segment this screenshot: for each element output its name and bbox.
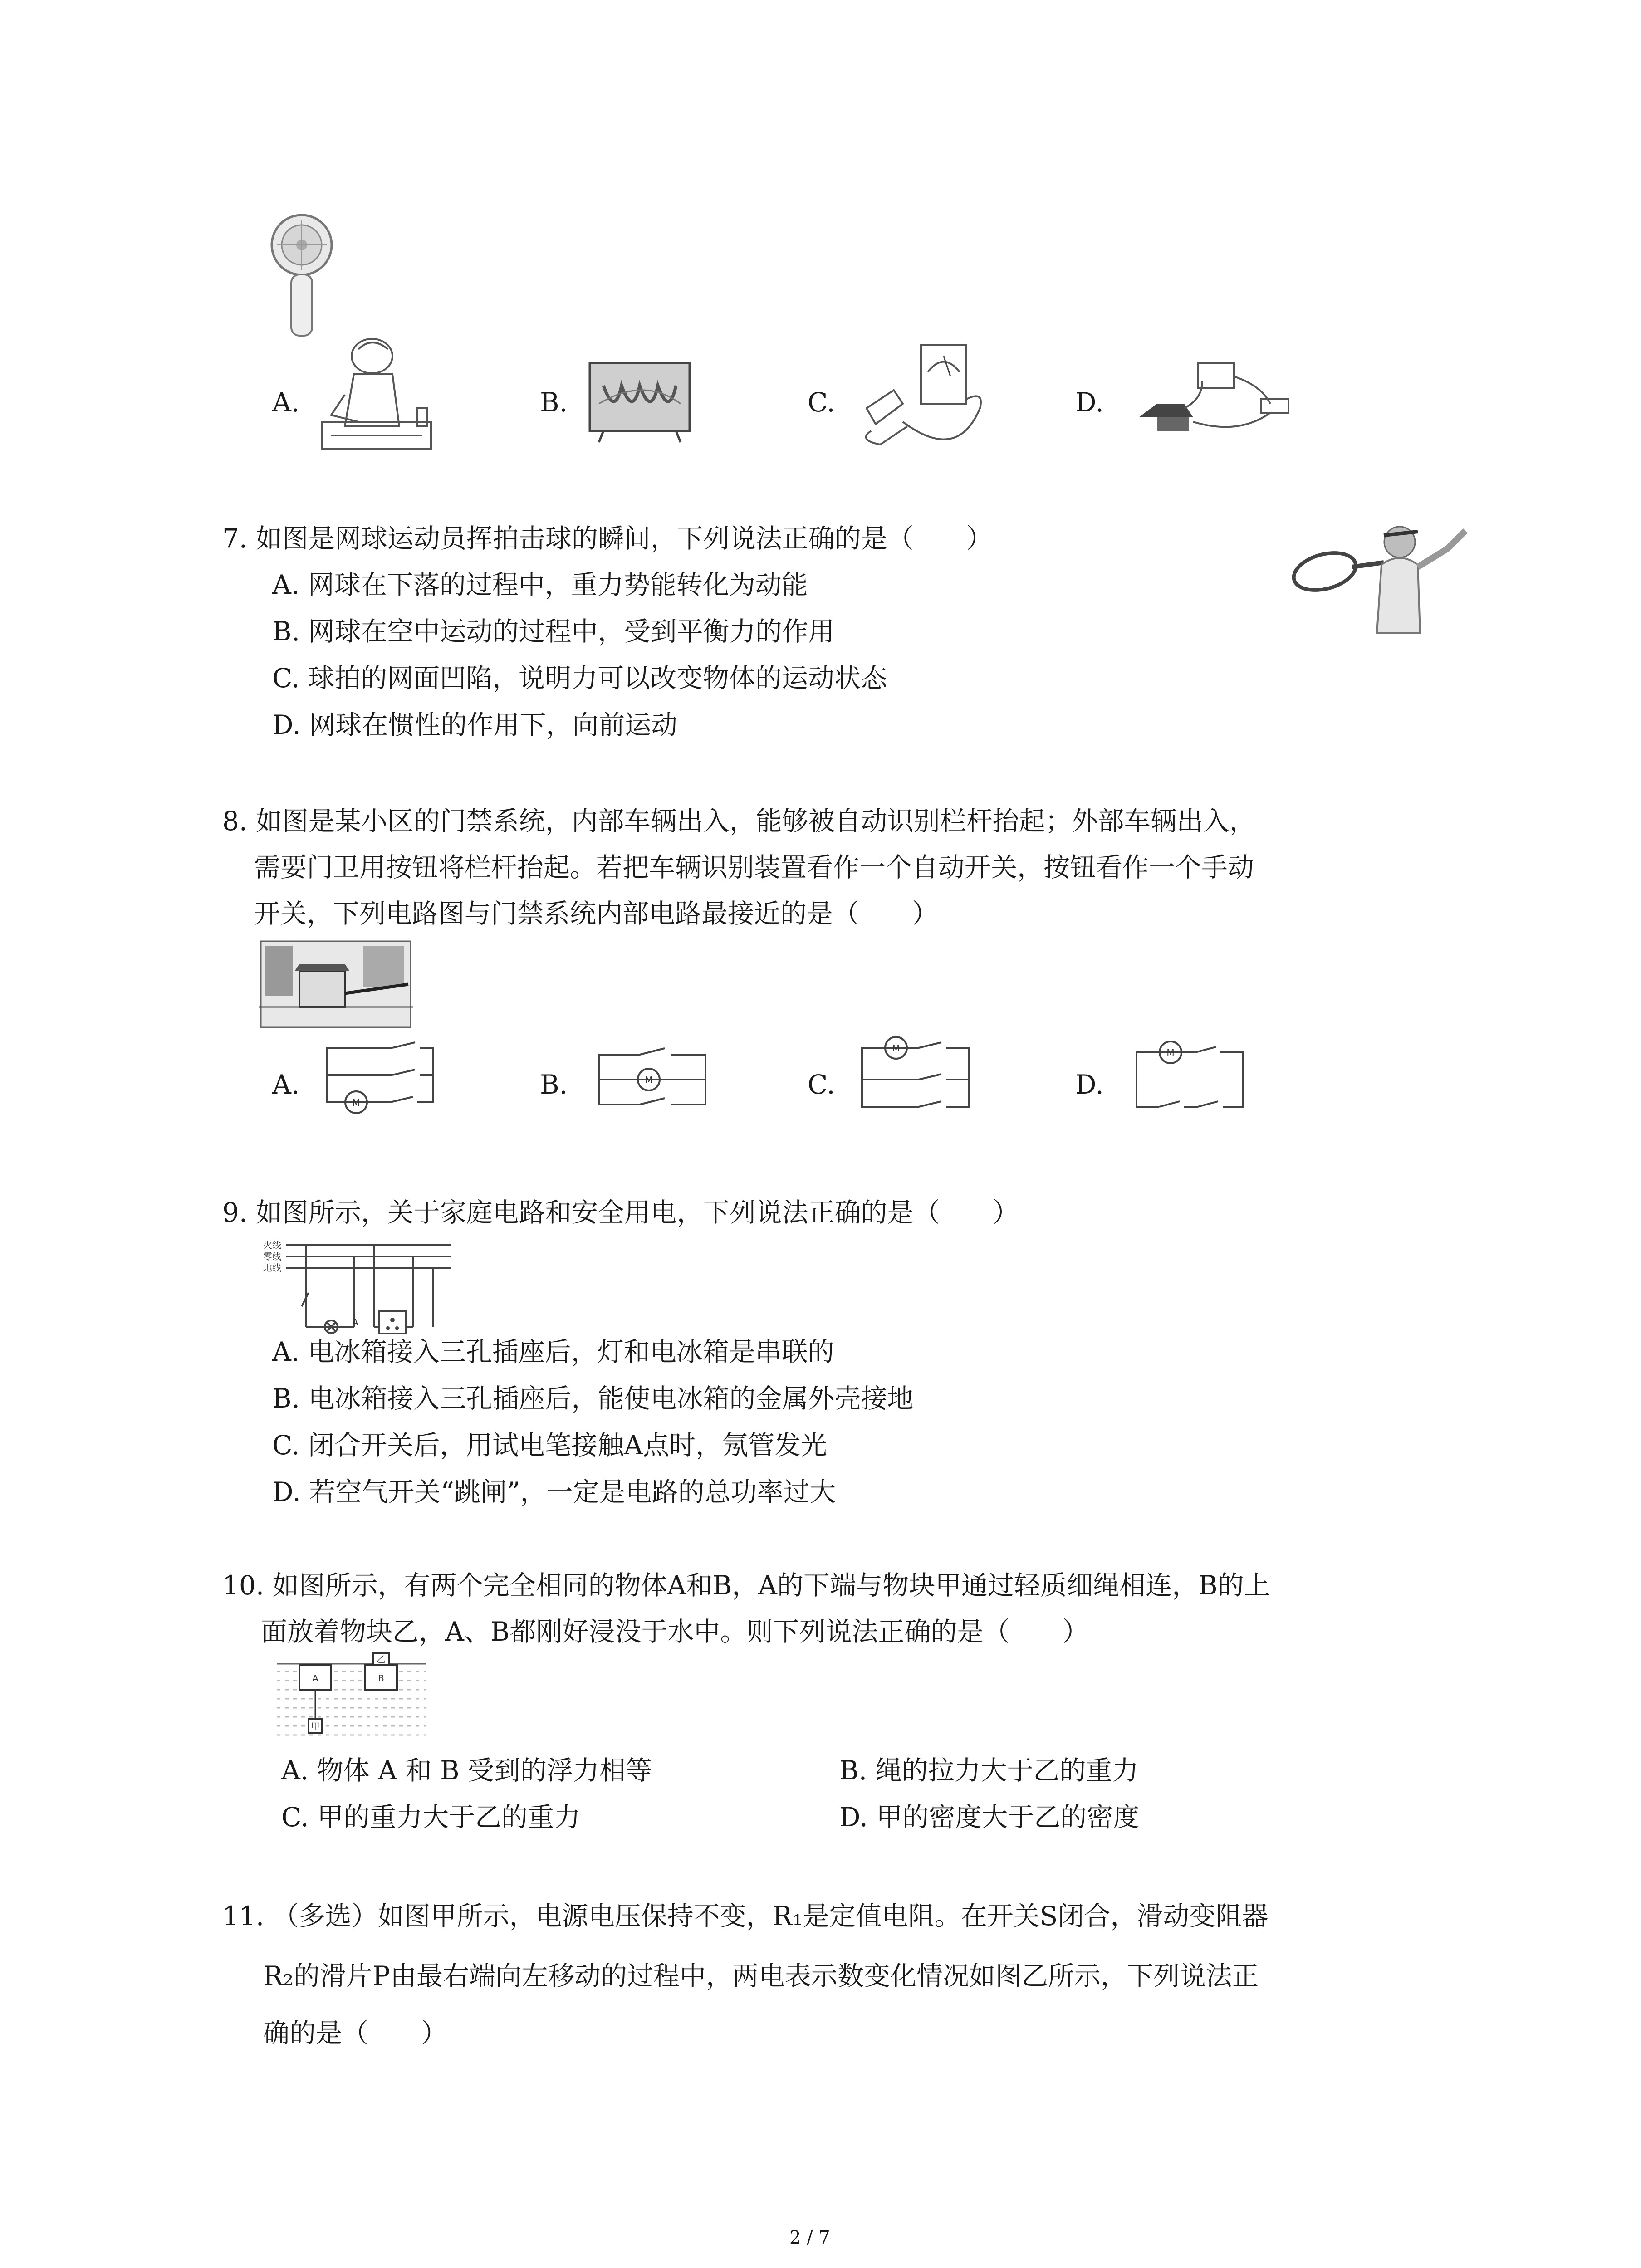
tennis-player-image: [1284, 522, 1474, 635]
point-a-label: A: [352, 1317, 358, 1328]
q11-stem-line-2: R₂的滑片P由最右端向左移动的过程中，两电表示数变化情况如图乙所示，下列说法正: [263, 1960, 1259, 1991]
q10-option-d: D. 甲的密度大于乙的密度: [839, 1802, 1140, 1833]
q9-option-a: A. 电冰箱接入三孔插座后，灯和电冰箱是串联的: [272, 1336, 834, 1367]
handheld-fan-image: [263, 213, 340, 340]
block-yi-label: 乙: [377, 1654, 386, 1665]
neutral-wire-label: 零线: [263, 1251, 281, 1262]
q10-stem-line-1: 10. 如图所示，有两个完全相同的物体A和B，A的下端与物块甲通过轻质细绳相连，B的上: [222, 1570, 1270, 1601]
page-number: 2 / 7: [789, 2227, 830, 2248]
q8-option-d-label: D.: [1075, 1069, 1104, 1100]
circuit-d: [1134, 1039, 1248, 1116]
electromagnetic-induction-image: [853, 340, 985, 463]
electric-motor-circuit-image: [1130, 354, 1298, 440]
q11-stem-line-1: 11. （多选）如图甲所示，电源电压保持不变，R₁是定值电阻。在开关S闭合，滑动变阻器: [222, 1901, 1269, 1931]
q11-stem-line-3: 确的是（ ）: [263, 2018, 448, 2048]
circuit-d-motor-label: M: [1166, 1047, 1175, 1058]
q8-stem-line-3: 开关，下列电路图与门禁系统内部电路最接近的是（ ）: [254, 898, 939, 929]
buoyancy-diagram: [277, 1651, 426, 1742]
q9-stem: 9. 如图所示，关于家庭电路和安全用电，下列说法正确的是（ ）: [222, 1197, 1019, 1228]
circuit-b: [597, 1046, 710, 1114]
q9-option-b: B. 电冰箱接入三孔插座后，能使电冰箱的金属外壳接地: [272, 1383, 914, 1414]
block-jia-label: 甲: [311, 1721, 320, 1732]
q10-option-a: A. 物体 A 和 B 受到的浮力相等: [281, 1755, 652, 1786]
live-wire-label: 火线: [263, 1240, 281, 1251]
box-b-label: B: [378, 1673, 384, 1684]
q10-option-c: C. 甲的重力大于乙的重力: [281, 1802, 581, 1833]
q7-option-c: C. 球拍的网面凹陷，说明力可以改变物体的运动状态: [272, 663, 887, 694]
q9-option-c: C. 闭合开关后，用试电笔接触A点时，氖管发光: [272, 1430, 828, 1461]
earth-wire-label: 地线: [263, 1262, 281, 1273]
q8-stem-line-1: 8. 如图是某小区的门禁系统，内部车辆出入，能够被自动识别栏杆抬起；外部车辆出入，: [222, 806, 1256, 836]
q8-option-a-label: A.: [272, 1069, 300, 1100]
gate-system-image: [259, 939, 413, 1030]
circuit-c: [860, 1034, 973, 1116]
circuit-b-motor-label: M: [645, 1075, 653, 1085]
scientist-experiment-image: [318, 336, 436, 458]
magnetic-field-lines-image: [585, 358, 694, 445]
q9-option-d: D. 若空气开关“跳闸”，一定是电路的总功率过大: [272, 1476, 836, 1507]
household-circuit-diagram: [263, 1238, 454, 1334]
circuit-c-motor-label: M: [892, 1043, 900, 1054]
q10-option-b: B. 绳的拉力大于乙的重力: [839, 1755, 1139, 1786]
q7-option-a: A. 网球在下落的过程中，重力势能转化为动能: [272, 569, 808, 600]
q8-stem-line-2: 需要门卫用按钮将栏杆抬起。若把车辆识别装置看作一个自动开关，按钮看作一个手动: [254, 852, 1254, 883]
q7-option-d: D. 网球在惯性的作用下，向前运动: [272, 709, 678, 740]
q8-option-c-label: C.: [808, 1069, 835, 1100]
q6-option-d-label: D.: [1075, 387, 1104, 418]
q7-stem: 7. 如图是网球运动员挥拍击球的瞬间，下列说法正确的是（ ）: [222, 523, 993, 554]
q10-stem-line-2: 面放着物块乙，A、B都刚好浸没于水中。则下列说法正确的是（ ）: [261, 1616, 1089, 1647]
circuit-a-motor-label: M: [352, 1097, 360, 1108]
q6-option-c-label: C.: [808, 387, 835, 418]
box-a-label: A: [312, 1673, 318, 1684]
q8-option-b-label: B.: [540, 1069, 568, 1100]
q6-option-b-label: B.: [540, 387, 568, 418]
q7-option-b: B. 网球在空中运动的过程中，受到平衡力的作用: [272, 616, 835, 647]
q6-option-a-label: A.: [272, 387, 300, 418]
circuit-a: [324, 1039, 438, 1116]
